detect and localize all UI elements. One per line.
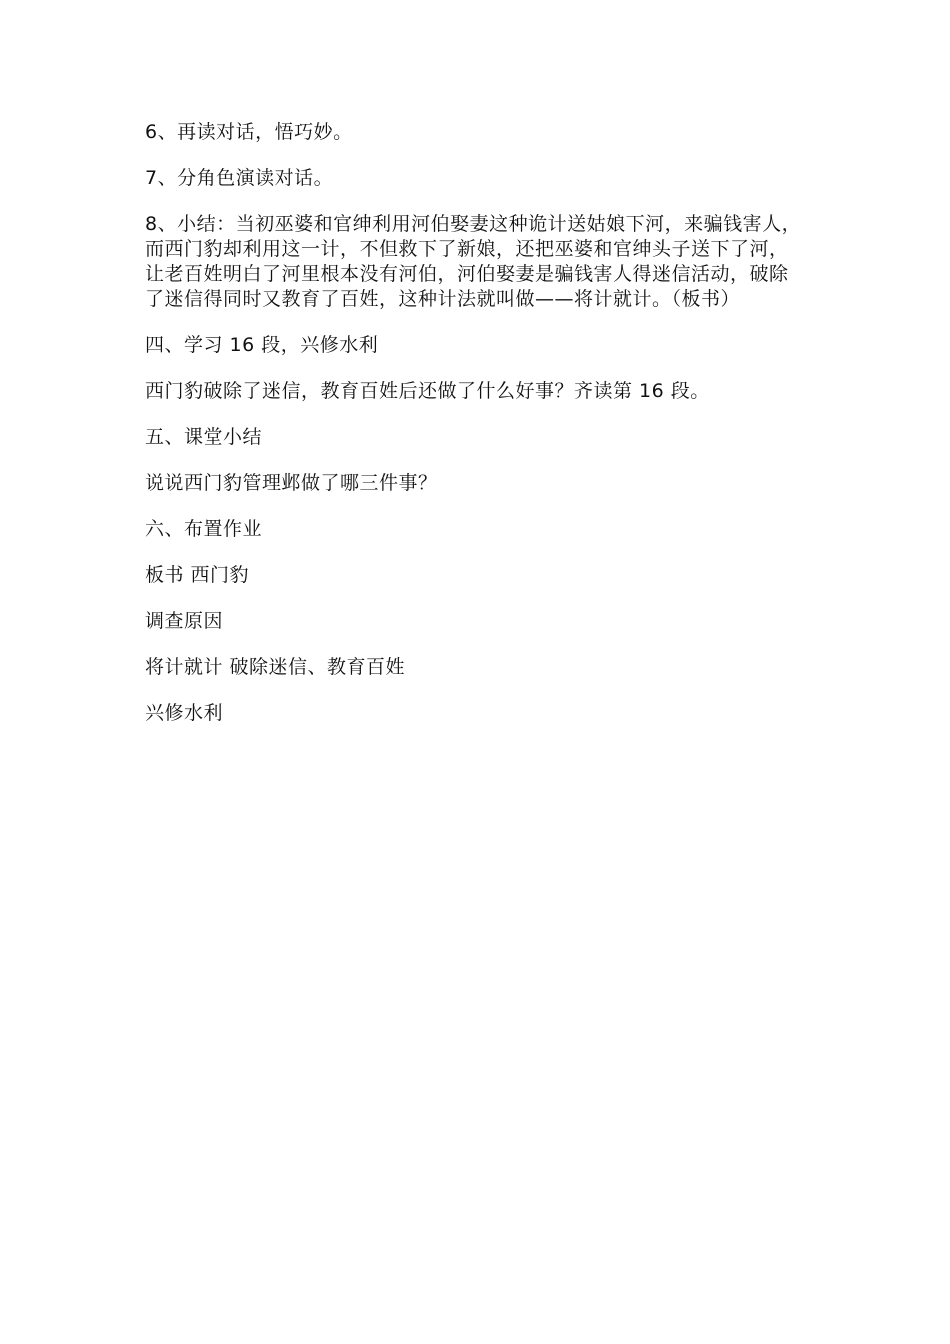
section-4-heading: 四、学习 16 段，兴修水利 — [145, 334, 379, 356]
section-5-question: 说说西门豹管理邺做了哪三件事？ — [145, 472, 438, 494]
board-title: 板书 西门豹 — [145, 564, 250, 586]
board-line-irrigation: 兴修水利 — [145, 702, 224, 724]
document-body — [145, 120, 805, 747]
section-5-heading: 五、课堂小结 — [145, 426, 263, 448]
step-7-role-reading: 7、分角色演读对话。 — [145, 167, 334, 189]
section-4-question: 西门豹破除了迷信，教育百姓后还做了什么好事？齐读第 16 段。 — [145, 380, 710, 402]
step-6-reread-dialogue: 6、再读对话，悟巧妙。 — [145, 121, 353, 143]
board-line-strategy: 将计就计 破除迷信、教育百姓 — [145, 656, 406, 678]
step-8-summary: 8、小结：当初巫婆和官绅利用河伯娶妻这种诡计送姑娘下河，来骗钱害人，而西门豹却利用这一计，不但救下了新娘，还把巫婆和官绅头子送下了河，让老百姓明白了河里根本没有河伯，河伯娶妻是骗钱害人得迷信活动，破除了迷信得同时又教育了百姓，这种计法就叫做——将计就计。（板书） — [145, 213, 802, 310]
board-line-investigate: 调查原因 — [145, 610, 224, 632]
section-6-heading: 六、布置作业 — [145, 518, 263, 540]
